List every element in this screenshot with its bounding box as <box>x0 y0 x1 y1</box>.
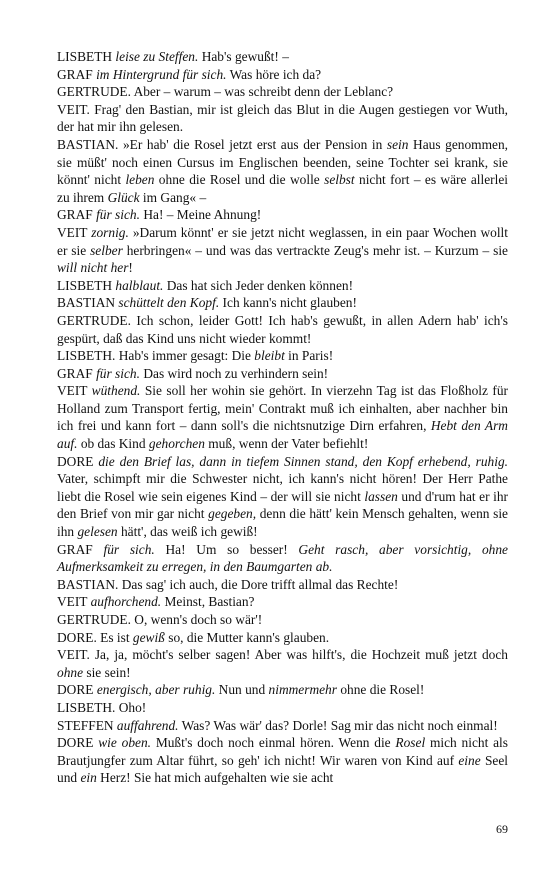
stage-direction: gehorchen <box>148 436 205 452</box>
stage-direction: wie oben. <box>98 735 152 751</box>
spoken-text: GERTRUDE. O, wenn's doch so wär'! <box>57 612 263 627</box>
spoken-text: Sie soll her wohin sie gehört. In vierzehn Tag ist das Floßholz für Holland zum Transport fertig, mein' Contrakt muß ich einhalten, aber nachher bin ich frei und kann fort – dann soll's die nichtsnutzige Dirn erfahren, <box>57 383 508 434</box>
dialogue-line <box>57 66 508 84</box>
spoken-text: DORE <box>57 453 99 469</box>
spoken-text: GRAF <box>57 66 97 82</box>
stage-direction: aufhorchend. <box>90 594 162 610</box>
spoken-text: STEFFEN <box>57 717 117 733</box>
dialogue-line <box>57 382 508 452</box>
stage-direction: Hebt den Arm auf. <box>57 418 508 452</box>
dialogue-line <box>57 629 508 647</box>
dialogue-line <box>57 312 508 347</box>
stage-direction: leise zu Steffen. <box>115 49 199 64</box>
dialogue-line <box>57 699 508 717</box>
spoken-text: ohne die Rosel und die wolle <box>154 172 325 188</box>
stage-direction: selbst <box>324 172 355 188</box>
page-number: 69 <box>496 822 508 836</box>
spoken-text: VEIT <box>57 594 91 610</box>
spoken-text: »Darum könnt' er sie jetzt nicht weglassen, in ein paar Wochen wollt er sie <box>57 224 508 258</box>
dialogue-line <box>57 593 508 611</box>
spoken-text: VEIT. Frag' den Bastian, mir ist gleich das Blut in die Augen gestiegen vor Wuth, der hat mir ihn gelesen. <box>57 101 508 135</box>
spoken-text: und d'rum hat er ihr den Brief von mir gar nicht <box>57 488 509 522</box>
spoken-text: GERTRUDE. Ich schon, leider Gott! Ich hab's gewußt, in allen Adern hab' ich's gespürt, daß das Kind uns nicht wieder kommt! <box>57 312 508 346</box>
stage-direction: zornig. <box>91 224 129 240</box>
spoken-text: VEIT. Ja, ja, möcht's selber sagen! Aber was hilft's, die Hochzeit muß jetzt doch <box>57 647 508 663</box>
stage-direction: lassen <box>364 488 398 504</box>
spoken-text: Ha! – Meine Ahnung! <box>139 207 262 223</box>
stage-direction: die den Brief las, dann in tiefem Sinnen stand, den Kopf erhebend, ruhig. <box>98 453 508 469</box>
dialogue-line <box>57 101 508 136</box>
stage-direction: bleibt <box>254 348 285 364</box>
dialogue-line <box>57 453 508 541</box>
stage-direction: leben <box>125 172 155 188</box>
spoken-text: LISBETH <box>57 49 116 64</box>
stage-direction: im Hintergrund für sich. <box>96 66 227 82</box>
stage-direction: wüthend. <box>91 383 141 399</box>
stage-direction: für sich. <box>96 365 140 381</box>
stage-direction: ein <box>80 770 97 786</box>
spoken-text: DORE <box>57 682 97 698</box>
spoken-text: LISBETH. Hab's immer gesagt: Die <box>57 348 255 364</box>
dialogue-line <box>57 717 508 735</box>
stage-direction: Glück <box>107 189 140 205</box>
dialogue-line <box>57 734 508 787</box>
dialogue-line <box>57 224 508 277</box>
stage-direction: gelesen <box>77 524 118 540</box>
dialogue-line <box>57 681 508 699</box>
stage-direction: will nicht her <box>57 260 129 276</box>
dialogue-line <box>57 277 508 295</box>
stage-direction: Rosel <box>395 735 426 751</box>
spoken-text: Das wird noch zu verhindern sein! <box>139 365 329 381</box>
spoken-text: BASTIAN. Das sag' ich auch, die Dore trifft allmal das Rechte! <box>57 576 399 592</box>
dialogue-line <box>57 541 508 576</box>
stage-direction: gewiß <box>132 629 165 645</box>
stage-direction: auffahrend. <box>116 717 179 733</box>
spoken-text: Ha! Um so besser! <box>154 541 299 557</box>
spoken-text: Was? Was wär' das? Dorle! Sag mir das nicht noch einmal! <box>178 717 498 733</box>
dialogue-line <box>57 646 508 681</box>
spoken-text: mich nicht als Brautjungfer zum Altar führt, so geh' ich nicht! Wir waren von Kind auf <box>57 735 508 768</box>
spoken-text: Nun und <box>215 682 269 698</box>
spoken-text: Herz! Sie hat mich aufgehalten wie sie acht <box>96 770 334 786</box>
spoken-text: GRAF <box>57 207 97 223</box>
dialogue-line <box>57 576 508 594</box>
dialogue-line <box>57 48 508 66</box>
spoken-text: Ich kann's nicht glauben! <box>219 295 357 311</box>
stage-direction: halblaut. <box>115 277 164 293</box>
spoken-text: GRAF <box>57 541 104 557</box>
stage-direction: nimmermehr <box>268 682 337 698</box>
dialogue-line <box>57 347 508 365</box>
stage-direction: schüttelt den Kopf. <box>118 295 220 311</box>
stage-direction: sein <box>386 136 409 152</box>
spoken-text: VEIT <box>57 224 92 240</box>
spoken-text: in Paris! <box>284 348 334 364</box>
dialogue-line <box>57 294 508 312</box>
spoken-text: so, die Mutter kann's glauben. <box>164 629 330 645</box>
spoken-text: LISBETH. Oho! <box>57 699 147 715</box>
dialogue-line <box>57 136 508 206</box>
spoken-text: hätt', das weiß ich gewiß! <box>117 524 258 540</box>
spoken-text: herbringen« – und was das vertrackte Zeug's mehr ist. – Kurzum – sie <box>122 242 508 258</box>
spoken-text: Hab's gewußt! – <box>198 49 289 64</box>
stage-direction: eine <box>458 752 481 768</box>
play-text <box>57 48 508 787</box>
spoken-text: BASTIAN <box>57 295 119 311</box>
spoken-text: DORE <box>57 735 99 751</box>
spoken-text: Mußt's doch noch einmal hören. Wenn die <box>151 735 396 751</box>
dialogue-line <box>57 83 508 101</box>
spoken-text: sie sein! <box>83 664 131 680</box>
stage-direction: gegeben, <box>208 506 257 522</box>
dialogue-line <box>57 611 508 629</box>
spoken-text: VEIT <box>57 383 92 399</box>
stage-direction: für sich. <box>96 207 140 223</box>
spoken-text: Was höre ich da? <box>226 66 322 82</box>
spoken-text: ob das Kind <box>77 436 149 452</box>
spoken-text: Haus genommen, sie müßt' noch einen Cursus im Englischen beenden, seine Tochter sei krank, sie könnt' nicht <box>57 136 509 188</box>
stage-direction: Geht rasch, aber vorsichtig, ohne Aufmerksamkeit zu erregen, in den Baumgarten ab. <box>57 541 508 575</box>
spoken-text: Meinst, Bastian? <box>161 594 255 610</box>
spoken-text: im Gang« – <box>139 189 207 205</box>
spoken-text: denn die hätt' kein Mensch gehalten, wenn sie ihn <box>57 506 508 540</box>
spoken-text: LISBETH <box>57 277 116 293</box>
stage-direction: energisch, aber ruhig. <box>96 682 216 698</box>
stage-direction: selber <box>90 242 123 258</box>
spoken-text: DORE. Es ist <box>57 629 133 645</box>
spoken-text: Das hat sich Jeder denken können! <box>163 277 354 293</box>
spoken-text: GERTRUDE. Aber – warum – was schreibt denn der Leblanc? <box>57 84 394 100</box>
dialogue-line <box>57 206 508 224</box>
spoken-text: Vater, schimpft mir die Schwester nicht, ich kann's nicht hören! Der Herr Pathe liebt die Rosel wie sein eigenes Kind – der will sie nicht <box>57 471 508 504</box>
spoken-text: GRAF <box>57 365 97 381</box>
dialogue-line <box>57 365 508 383</box>
spoken-text: muß, wenn der Vater befiehlt! <box>204 436 369 452</box>
spoken-text: Seel und <box>57 752 508 786</box>
spoken-text: ! <box>128 260 133 276</box>
stage-direction: für sich. <box>103 541 155 557</box>
spoken-text: nicht fort – es wäre allerlei zu ihrem <box>57 172 508 205</box>
stage-direction: ohne <box>57 664 84 680</box>
spoken-text: BASTIAN. »Er hab' die Rosel jetzt erst aus der Pension in <box>57 136 387 152</box>
spoken-text: ohne die Rosel! <box>336 682 425 698</box>
